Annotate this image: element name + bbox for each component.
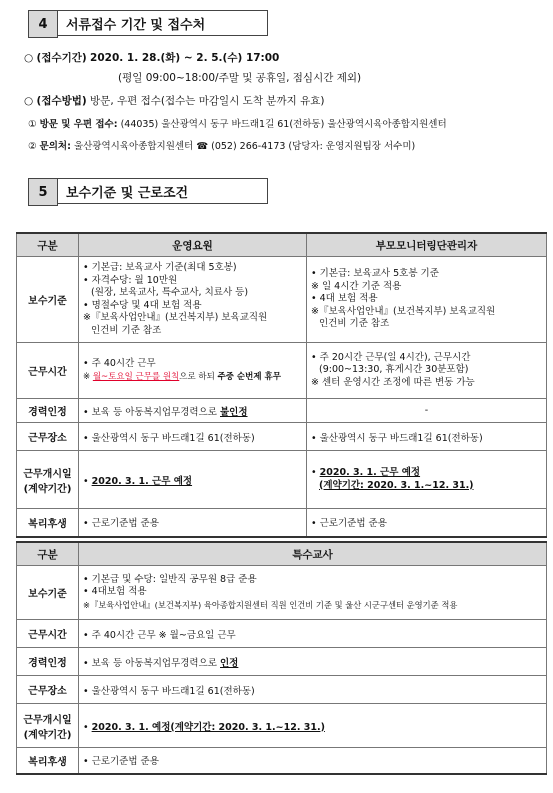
cell: • 2020. 3. 1. 근무 예정 xyxy=(79,451,307,509)
cell xyxy=(79,648,547,676)
cell-line: (9:00~13:30, 휴게시간 30분포함) xyxy=(319,364,469,376)
underlined-text: 2020. 3. 1. 근무 예정 xyxy=(91,475,193,487)
cell-line: • 기본급 및 수당: 일반직 공무원 8급 준용 xyxy=(83,573,257,585)
section-title: 보수기준 및 근로조건 xyxy=(58,178,268,204)
table-row xyxy=(17,676,547,704)
table-row xyxy=(17,566,547,620)
receipt-period-label: (접수기간) xyxy=(36,52,87,64)
row-label: 경력인정 xyxy=(17,399,79,423)
column-header: 특수교사 xyxy=(79,542,547,566)
cell-text: • 보육 등 아동복지업무경력으로 xyxy=(83,406,217,418)
table-row xyxy=(17,748,547,774)
table-row xyxy=(17,399,547,423)
cell: • 근로기준법 준용 xyxy=(307,509,547,537)
table-header-row xyxy=(17,233,547,257)
receipt-address xyxy=(28,116,447,130)
row-label: 근무장소 xyxy=(17,676,79,704)
section-4-header xyxy=(28,10,268,38)
cell-line: 인건비 기준 참조 xyxy=(319,318,390,330)
table-row xyxy=(17,509,547,537)
receipt-address-value: (44035) 울산광역시 동구 바드래1길 61(전하동) 울산광역시육아종합지원센터 xyxy=(120,119,447,130)
column-header: 운영요원 xyxy=(79,233,307,257)
row-label-line: 근무개시일 xyxy=(23,714,72,726)
cell-line: • 기본급: 보육교사 기준(최대 5호봉) xyxy=(83,262,237,273)
table-header-row xyxy=(17,542,547,566)
cell-line: 인건비 기준 참조 xyxy=(91,324,162,336)
circled-one-icon: ① xyxy=(28,119,37,130)
underlined-text: 2020. 3. 1. 근무 예정 xyxy=(319,467,421,478)
cell-line: ※『보육사업안내』(보건복지부) 보육교직원 xyxy=(83,312,268,323)
row-label xyxy=(17,704,79,748)
cell: • 울산광역시 동구 바드래1길 61(전하동) xyxy=(307,423,547,451)
table-row xyxy=(17,451,547,509)
row-label: 복리후생 xyxy=(17,509,79,537)
section-title: 서류접수 기간 및 접수처 xyxy=(58,10,268,36)
receipt-period xyxy=(24,50,279,65)
section-5-header xyxy=(28,178,268,206)
row-label-line: 근무개시일 xyxy=(23,468,72,480)
cell: • 울산광역시 동구 바드래1길 61(전하동) xyxy=(79,423,307,451)
cell-line: • 2020. 3. 1. 근무 예정 xyxy=(311,467,421,478)
row-label xyxy=(17,451,79,509)
receipt-address-label: 방문 및 우편 접수: xyxy=(39,119,118,130)
cell xyxy=(79,257,307,343)
circled-two-icon: ② xyxy=(28,141,37,152)
cell xyxy=(79,566,547,620)
cell-line: • 기본급: 보육교사 5호봉 기준 xyxy=(311,268,439,280)
row-label: 보수기준 xyxy=(17,566,79,620)
cell: • 주 40시간 근무 ※ 월~금요일 근무 xyxy=(79,620,547,648)
cell: • 근로기준법 준용 xyxy=(79,748,547,774)
inquiry-value: 울산광역시육아종합지원센터 ☎ (052) 266-4173 (담당자: 운영지원팀장 서수미) xyxy=(73,141,416,152)
note-mark: ※ xyxy=(83,371,91,382)
underlined-text: (계약기간: 2020. 3. 1.~12. 31.) xyxy=(319,479,474,491)
cell: • 울산광역시 동구 바드래1길 61(전하동) xyxy=(79,676,547,704)
receipt-hours-note: (평일 09:00~18:00/주말 및 공휴일, 점심시간 제외) xyxy=(118,72,362,84)
bold-text: 주중 순번제 휴무 xyxy=(217,371,281,382)
inquiry-label: 문의처: xyxy=(39,141,71,152)
cell-line: ※『보육사업안내』(보건복지부) 육아종합지원센터 직원 인건비 기준 및 울산 시군구센터 운영기준 적용 xyxy=(83,599,458,610)
receipt-period-value: 2020. 1. 28.(화) ~ 2. 5.(수) 17:00 xyxy=(90,52,280,64)
cell xyxy=(307,257,547,343)
cell-line: • 4대보험 적용 xyxy=(83,586,147,598)
row-label: 복리후생 xyxy=(17,748,79,774)
inquiry xyxy=(28,138,415,152)
column-header: 구분 xyxy=(17,542,79,566)
cell-line xyxy=(83,371,302,384)
table-row xyxy=(17,343,547,399)
row-label-line: (계약기간) xyxy=(23,483,72,495)
highlight-text: 월~토요일 근무를 원칙 xyxy=(92,371,180,382)
cell-line: ※ 일 4시간 기준 적용 xyxy=(311,280,402,292)
cell-line: • 주 20시간 근무(일 4시간), 근무시간 xyxy=(311,351,471,363)
row-label-line: (계약기간) xyxy=(23,729,72,741)
conditions-table-2 xyxy=(16,541,547,775)
section-number: 4 xyxy=(28,10,58,38)
cell: - xyxy=(307,399,547,423)
cell: • 근로기준법 준용 xyxy=(79,509,307,537)
column-header: 구분 xyxy=(17,233,79,257)
row-label: 근무시간 xyxy=(17,343,79,399)
receipt-method-label: (접수방법) xyxy=(36,95,87,107)
receipt-method xyxy=(24,93,324,108)
cell-text: 으로 하되 xyxy=(179,371,215,382)
cell xyxy=(79,399,307,423)
row-label: 경력인정 xyxy=(17,648,79,676)
underlined-text: 2020. 3. 1. 예정(계약기간: 2020. 3. 1.~12. 31.) xyxy=(91,721,325,733)
section-number: 5 xyxy=(28,178,58,206)
column-header: 부모모니터링단관리자 xyxy=(307,233,547,257)
cell-line: • 주 40시간 근무 xyxy=(83,358,156,369)
underlined-text: 불인정 xyxy=(220,406,248,418)
cell-line: ※『보육사업안내』(보건복지부) 보육교직원 xyxy=(311,305,496,317)
table-row xyxy=(17,257,547,343)
table-row xyxy=(17,620,547,648)
table-row xyxy=(17,704,547,748)
row-label: 근무시간 xyxy=(17,620,79,648)
circle-bullet-icon: ○ xyxy=(24,95,34,107)
row-label: 보수기준 xyxy=(17,257,79,343)
row-label: 근무장소 xyxy=(17,423,79,451)
cell-line: • 자격수당: 월 10만원 xyxy=(83,274,178,286)
cell-line xyxy=(311,480,542,493)
underlined-text: 인정 xyxy=(220,657,239,669)
cell xyxy=(307,451,547,509)
cell xyxy=(79,343,307,399)
cell: • 2020. 3. 1. 예정(계약기간: 2020. 3. 1.~12. 31.) xyxy=(79,704,547,748)
table-row xyxy=(17,648,547,676)
cell-line: • 명절수당 및 4대 보험 적용 xyxy=(83,299,202,311)
cell-line: • 4대 보험 적용 xyxy=(311,293,378,305)
conditions-table-1 xyxy=(16,232,547,538)
table-row xyxy=(17,423,547,451)
cell-text: • 보육 등 아동복지업무경력으로 xyxy=(83,657,217,669)
cell-line: ※ 센터 운영시간 조정에 따른 변동 가능 xyxy=(311,376,475,388)
circle-bullet-icon: ○ xyxy=(24,52,34,64)
receipt-method-value: 방문, 우편 접수(접수는 마감일시 도착 분까지 유효) xyxy=(90,95,325,107)
cell xyxy=(307,343,547,399)
cell-line: (원장, 보육교사, 특수교사, 치료사 등) xyxy=(91,287,249,298)
